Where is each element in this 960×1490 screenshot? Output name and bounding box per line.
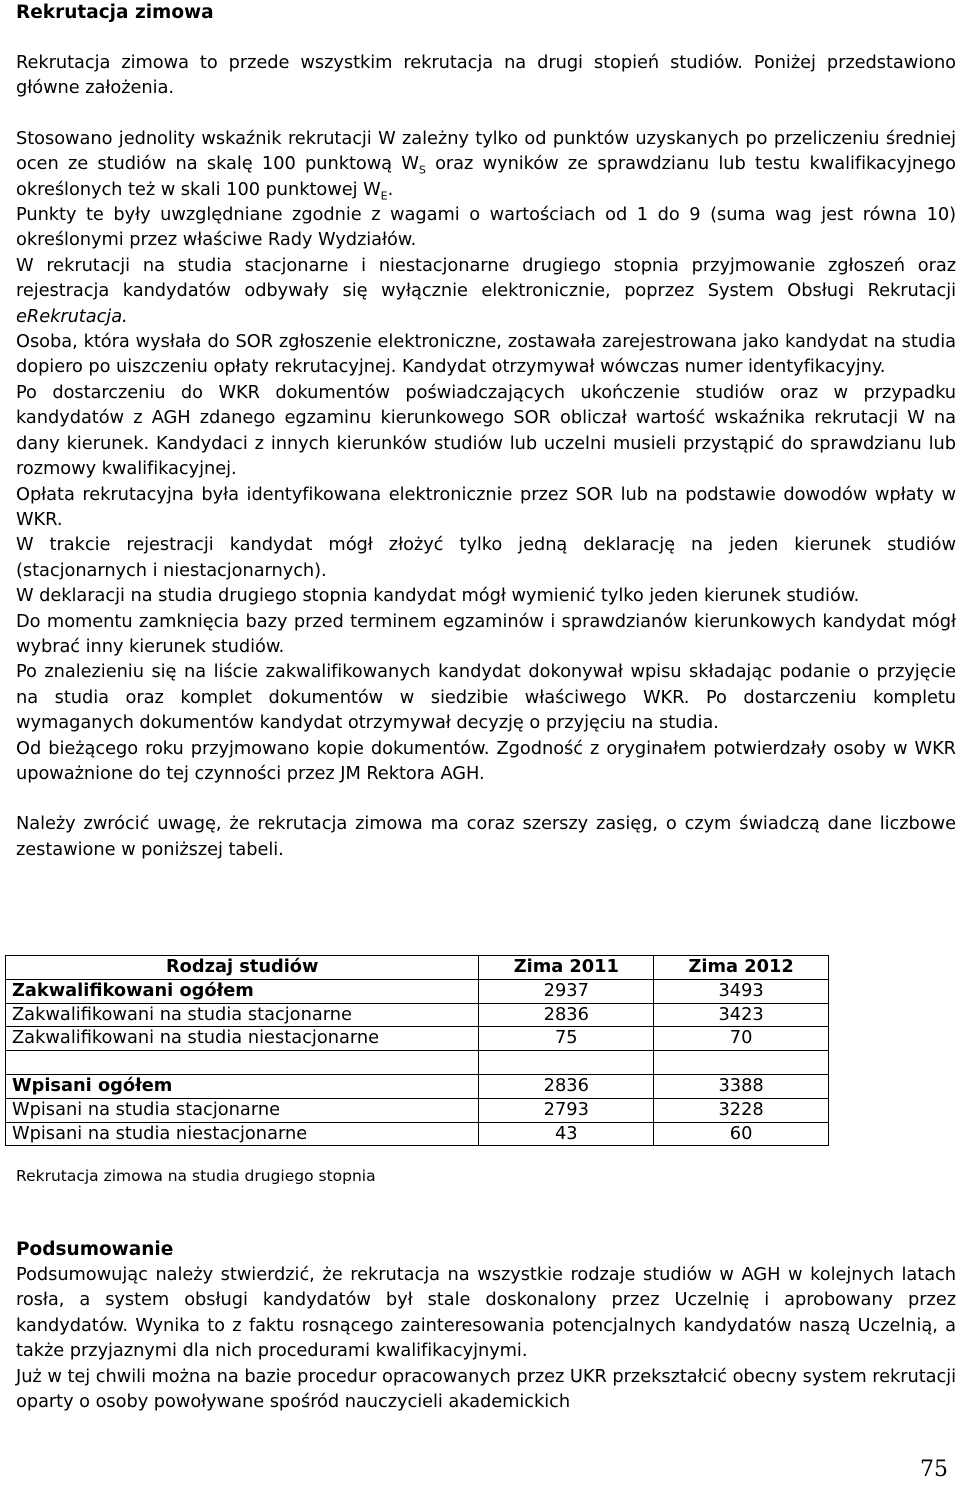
summary-paragraph-1: Podsumowując należy stwierdzić, że rekrutacja na wszystkie rodzaje studiów w AGH w kolejnych latach rosła, a system obsługi kandydatów był stale doskonalony przez Uczelnię i aprobowany przez kandydatów. Wynika to z faktu rosnącego zainteresowania potencjalnych kandydatów naszą Uczelnią, a także przyjaznymi dla nich procedurami kwalifikacyjnymi. — [16, 1264, 956, 1362]
blank-cell — [654, 1051, 829, 1075]
table-header-rodzaj: Rodzaj studiów — [6, 956, 479, 980]
spacer — [16, 101, 956, 126]
table-header-row — [6, 956, 829, 980]
spacer — [16, 25, 956, 50]
paragraph-deklaracja: W trakcie rejestracji kandydat mógł złożyć tylko jedną deklarację na jeden kierunek studiów (stacjonarnych i niestacjonarnych). — [16, 534, 956, 581]
paragraph-wkr-documents: Po dostarczeniu do WKR dokumentów poświadczających ukończenie studiów oraz w przypadku kandydatów z AGH zdanego egzaminu kierunkowego SOR obliczał wartość wskaźnika rekrutacji W na dany kierunek. Kandydaci z innych kierunków studiów lub uczelni musieli przystąpić do sprawdzianu lub rozmowy kwalifikacyjnej. — [16, 381, 956, 480]
paragraph-drugi-stopien: W deklaracji na studia drugiego stopnia kandydat mógł wymienić tylko jeden kierunek studiów. — [16, 585, 860, 607]
table-blank-row — [6, 1051, 829, 1075]
table-row — [6, 979, 829, 1003]
paragraph-zamkniecie-bazy: Do momentu zamknięcia bazy przed terminem egzaminów i sprawdzianów kierunkowych kandydat mógł wybrać inny kierunek studiów. — [16, 610, 956, 657]
paragraph-kopie: Od bieżącego roku przyjmowano kopie dokumentów. Zgodność z oryginałem potwierdzały osoby w WKR upoważnione do tej czynności przez JM Rektora AGH. — [16, 737, 956, 784]
row-value-2012: 60 — [654, 1122, 829, 1146]
blank-cell — [6, 1051, 479, 1075]
row-label: Wpisani ogółem — [6, 1074, 479, 1098]
paragraph-wskaznik-part3: . — [387, 178, 394, 200]
page-number: 75 — [920, 1457, 948, 1482]
row-label: Zakwalifikowani ogółem — [6, 979, 479, 1003]
summary-paragraph-2: Już w tej chwili można na bazie procedur opracowanych przez UKR przekształcić obecny system rekrutacji oparty o osoby powoływane spośród nauczycieli akademickich — [16, 1365, 956, 1413]
row-label: Zakwalifikowani na studia stacjonarne — [6, 1003, 479, 1027]
paragraph-wpis: Po znalezieniu się na liście zakwalifikowanych kandydat dokonywał wpisu składając podanie o przyjęcie na studia oraz komplet dokumentów w siedzibie właściwego WKR. Po dostarczeniu kompletu wymaganych dokumentów kandydat otrzymywał decyzję o przyjęciu na studia. — [16, 661, 956, 734]
table-row — [6, 1074, 829, 1098]
document-body — [16, 0, 956, 862]
paragraph-oplata: Opłata rekrutacyjna była identyfikowana elektronicznie przez SOR lub na podstawie dowodów wpłaty w WKR. — [16, 483, 956, 530]
row-value-2011: 2836 — [479, 1003, 654, 1027]
spacer — [16, 786, 956, 811]
paragraph-sor: Osoba, która wysłała do SOR zgłoszenie elektroniczne, zostawała zarejestrowana jako kandydat na studia dopiero po uiszczeniu opłaty rekrutacyjnej. Kandydat otrzymywał wówczas numer identyfikacyjny. — [16, 331, 956, 378]
row-value-2011: 75 — [479, 1027, 654, 1051]
row-label: Zakwalifikowani na studia niestacjonarne — [6, 1027, 479, 1051]
summary-section — [16, 1237, 956, 1414]
summary-heading: Podsumowanie — [16, 1239, 174, 1260]
row-value-2011: 2836 — [479, 1074, 654, 1098]
table-header-2011: Zima 2011 — [479, 956, 654, 980]
row-value-2012: 70 — [654, 1027, 829, 1051]
subscript-e: E — [380, 189, 388, 203]
table-row — [6, 1027, 829, 1051]
row-value-2011: 43 — [479, 1122, 654, 1146]
erekrutacja-link-text: eRekrutacja. — [16, 305, 128, 327]
blank-cell — [479, 1051, 654, 1075]
row-value-2012: 3423 — [654, 1003, 829, 1027]
row-value-2012: 3228 — [654, 1098, 829, 1122]
recruitment-table-container — [5, 955, 829, 1146]
paragraph-wskaznik — [16, 126, 956, 202]
table-caption: Rekrutacja zimowa na studia drugiego stopnia — [16, 1167, 376, 1185]
row-label: Wpisani na studia stacjonarne — [6, 1098, 479, 1122]
paragraph-table-intro: Należy zwrócić uwagę, że rekrutacja zimowa ma coraz szerszy zasięg, o czym świadczą dane liczbowe zestawione w poniższej tabeli. — [16, 813, 956, 860]
intro-paragraph: Rekrutacja zimowa to przede wszystkim rekrutacja na drugi stopień studiów. Poniżej przedstawiono główne założenia. — [16, 52, 956, 99]
paragraph-wagi: Punkty te były uwzględniane zgodnie z wagami o wartościach od 1 do 9 (suma wag jest równa 10) określonymi przez właściwe Rady Wydziałów. — [16, 204, 956, 251]
row-value-2011: 2793 — [479, 1098, 654, 1122]
table-row — [6, 1003, 829, 1027]
paragraph-wskaznik-part1: Stosowano jednolity wskaźnik rekrutacji W zależny tylko od punktów uzyskanych po przeliczeniu średniej ocen ze studiów na skalę 100 punktową W — [16, 127, 956, 175]
table-header-2012: Zima 2012 — [654, 956, 829, 980]
row-value-2012: 3493 — [654, 979, 829, 1003]
row-value-2011: 2937 — [479, 979, 654, 1003]
recruitment-table — [5, 955, 829, 1146]
paragraph-wskaznik-part2: oraz wyników ze sprawdzianu lub testu kwalifikacyjnego określonych też w skali 100 punktowej W — [16, 153, 957, 200]
paragraph-erekrutacja-text: W rekrutacji na studia stacjonarne i niestacjonarne drugiego stopnia przyjmowanie zgłoszeń oraz rejestracja kandydatów odbywały się wyłącznie elektronicznie, poprzez System Obsługi Rekrutacji — [16, 254, 956, 302]
table-row — [6, 1098, 829, 1122]
table-row — [6, 1122, 829, 1146]
row-value-2012: 3388 — [654, 1074, 829, 1098]
paragraph-erekrutacja — [16, 253, 956, 329]
subscript-s: S — [418, 163, 426, 177]
section-heading: Rekrutacja zimowa — [16, 2, 214, 23]
row-label: Wpisani na studia niestacjonarne — [6, 1122, 479, 1146]
